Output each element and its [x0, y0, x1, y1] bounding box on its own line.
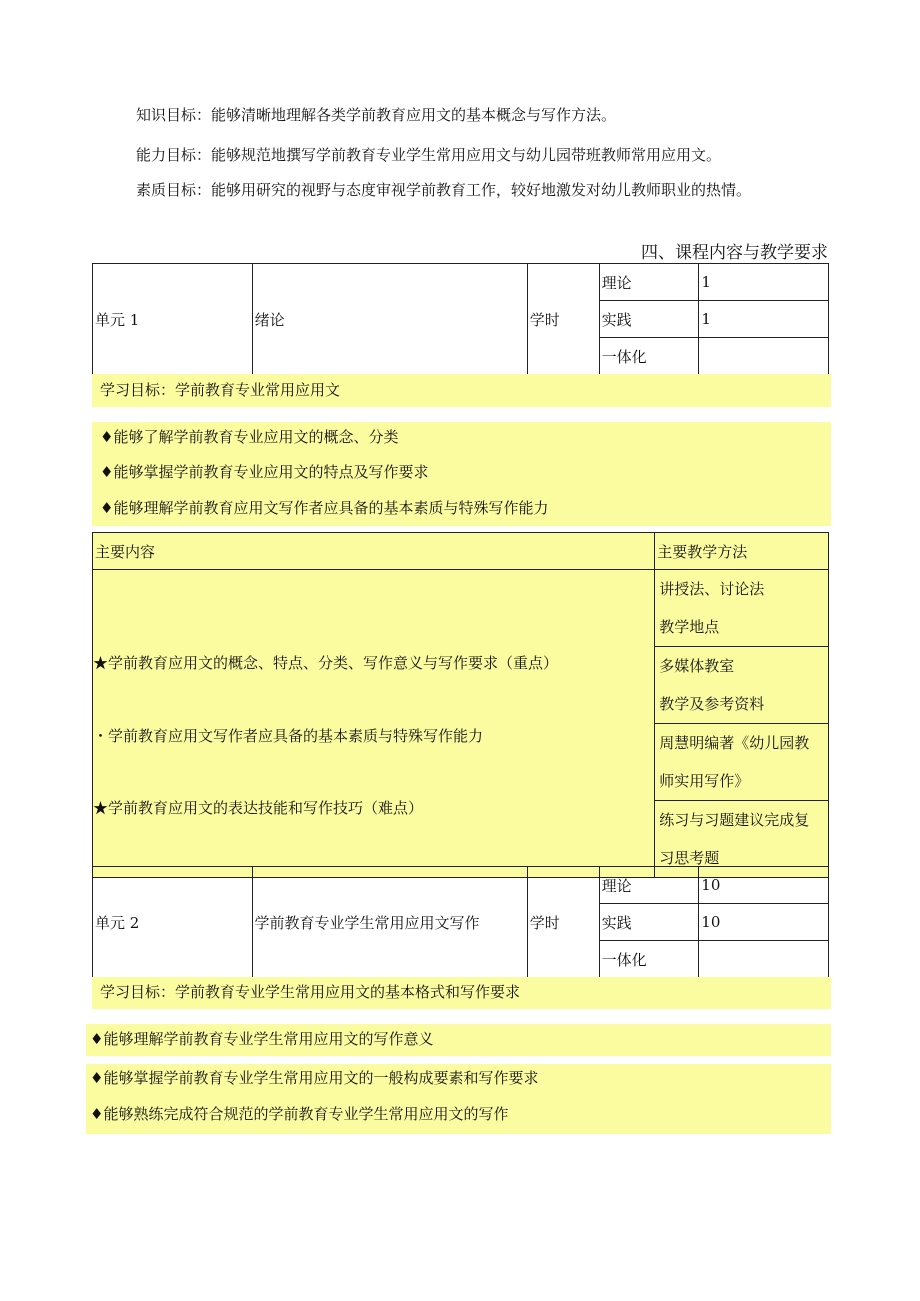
quality-goal: 素质目标：能够用研究的视野与态度审视学前教育工作，较好地激发对幼儿教师职业的热情。 [136, 181, 752, 199]
content-item-3: ★学前教育应用文的表达技能和写作技巧（难点） [93, 799, 424, 817]
main-content-cell [93, 570, 655, 878]
unit2-bullet-1: ♦能够理解学前教育专业学生常用应用文的写作意义 [90, 1030, 434, 1048]
unit2-value-practice: 10 [699, 904, 829, 941]
content-item-2: ・学前教育应用文写作者应具备的基本素质与特殊写作能力 [93, 727, 484, 745]
unit1-label: 单元 1 [93, 264, 253, 375]
method-4-line-2: 习思考题 [659, 849, 720, 867]
unit1-value-theory: 1 [699, 264, 829, 301]
unit2-goal: 学习目标：学前教育专业学生常用应用文的基本格式和写作要求 [100, 983, 521, 1001]
unit2-value-theory: 10 [699, 867, 829, 904]
unit2-bullet-3: ♦能够熟练完成符合规范的学前教育专业学生常用应用文的写作 [90, 1105, 509, 1123]
unit2-goal-band [92, 977, 831, 1009]
unit1-bullets-band [92, 422, 831, 526]
unit2-bullet-2: ♦能够掌握学前教育专业学生常用应用文的一般构成要素和写作要求 [90, 1069, 539, 1087]
method-3-line-2: 师实用写作》 [659, 772, 750, 790]
method-cell-2 [655, 647, 829, 724]
unit1-type-practice: 实践 [599, 301, 699, 338]
method-1-line-2: 教学地点 [659, 618, 720, 636]
unit2-table [92, 866, 829, 978]
method-3-line-1: 周慧明编著《幼儿园教 [659, 734, 810, 752]
ability-goal: 能力目标：能够规范地撰写学前教育专业学生常用应用文与幼儿园带班教师常用应用文。 [136, 146, 722, 164]
unit1-goal-band [92, 374, 831, 407]
method-2-line-1: 多媒体教室 [659, 657, 735, 675]
unit2-value-integrated [699, 941, 829, 978]
unit1-value-practice: 1 [699, 301, 829, 338]
unit2-label: 单元 2 [93, 867, 253, 978]
method-2-line-2: 教学及参考资料 [659, 695, 765, 713]
content-table [92, 532, 829, 878]
method-cell-3 [655, 724, 829, 801]
content-item-1: ★学前教育应用文的概念、特点、分类、写作意义与写作要求（重点） [93, 654, 559, 672]
unit1-table [92, 263, 829, 375]
unit1-title: 绪论 [252, 264, 527, 375]
method-cell-1 [655, 570, 829, 647]
unit1-bullet-1: ♦能够了解学前教育专业应用文的概念、分类 [100, 428, 399, 446]
unit2-type-theory: 理论 [599, 867, 699, 904]
unit1-bullet-2: ♦能够掌握学前教育专业应用文的特点及写作要求 [100, 463, 429, 481]
unit2-hours-label: 学时 [527, 867, 599, 978]
unit2-bullet-band-1 [86, 1024, 831, 1056]
unit1-value-integrated [699, 338, 829, 375]
header-main-content: 主要内容 [93, 533, 655, 570]
method-4-line-1: 练习与习题建议完成复 [659, 811, 810, 829]
knowledge-goal: 知识目标：能够清晰地理解各类学前教育应用文的基本概念与写作方法。 [136, 106, 617, 124]
unit1-hours-label: 学时 [527, 264, 599, 375]
unit2-bullet-band-2 [86, 1064, 831, 1134]
unit2-type-integrated: 一体化 [599, 941, 699, 978]
method-1-line-1: 讲授法、讨论法 [659, 580, 765, 598]
unit1-goal: 学习目标：学前教育专业常用应用文 [100, 381, 341, 399]
section-heading: 四、课程内容与教学要求 [641, 243, 828, 263]
unit1-type-theory: 理论 [599, 264, 699, 301]
unit2-type-practice: 实践 [599, 904, 699, 941]
unit2-title: 学前教育专业学生常用应用文写作 [252, 867, 527, 978]
unit1-type-integrated: 一体化 [599, 338, 699, 375]
unit1-bullet-3: ♦能够理解学前教育应用文写作者应具备的基本素质与特殊写作能力 [100, 499, 549, 517]
header-teaching-method: 主要教学方法 [655, 533, 829, 570]
